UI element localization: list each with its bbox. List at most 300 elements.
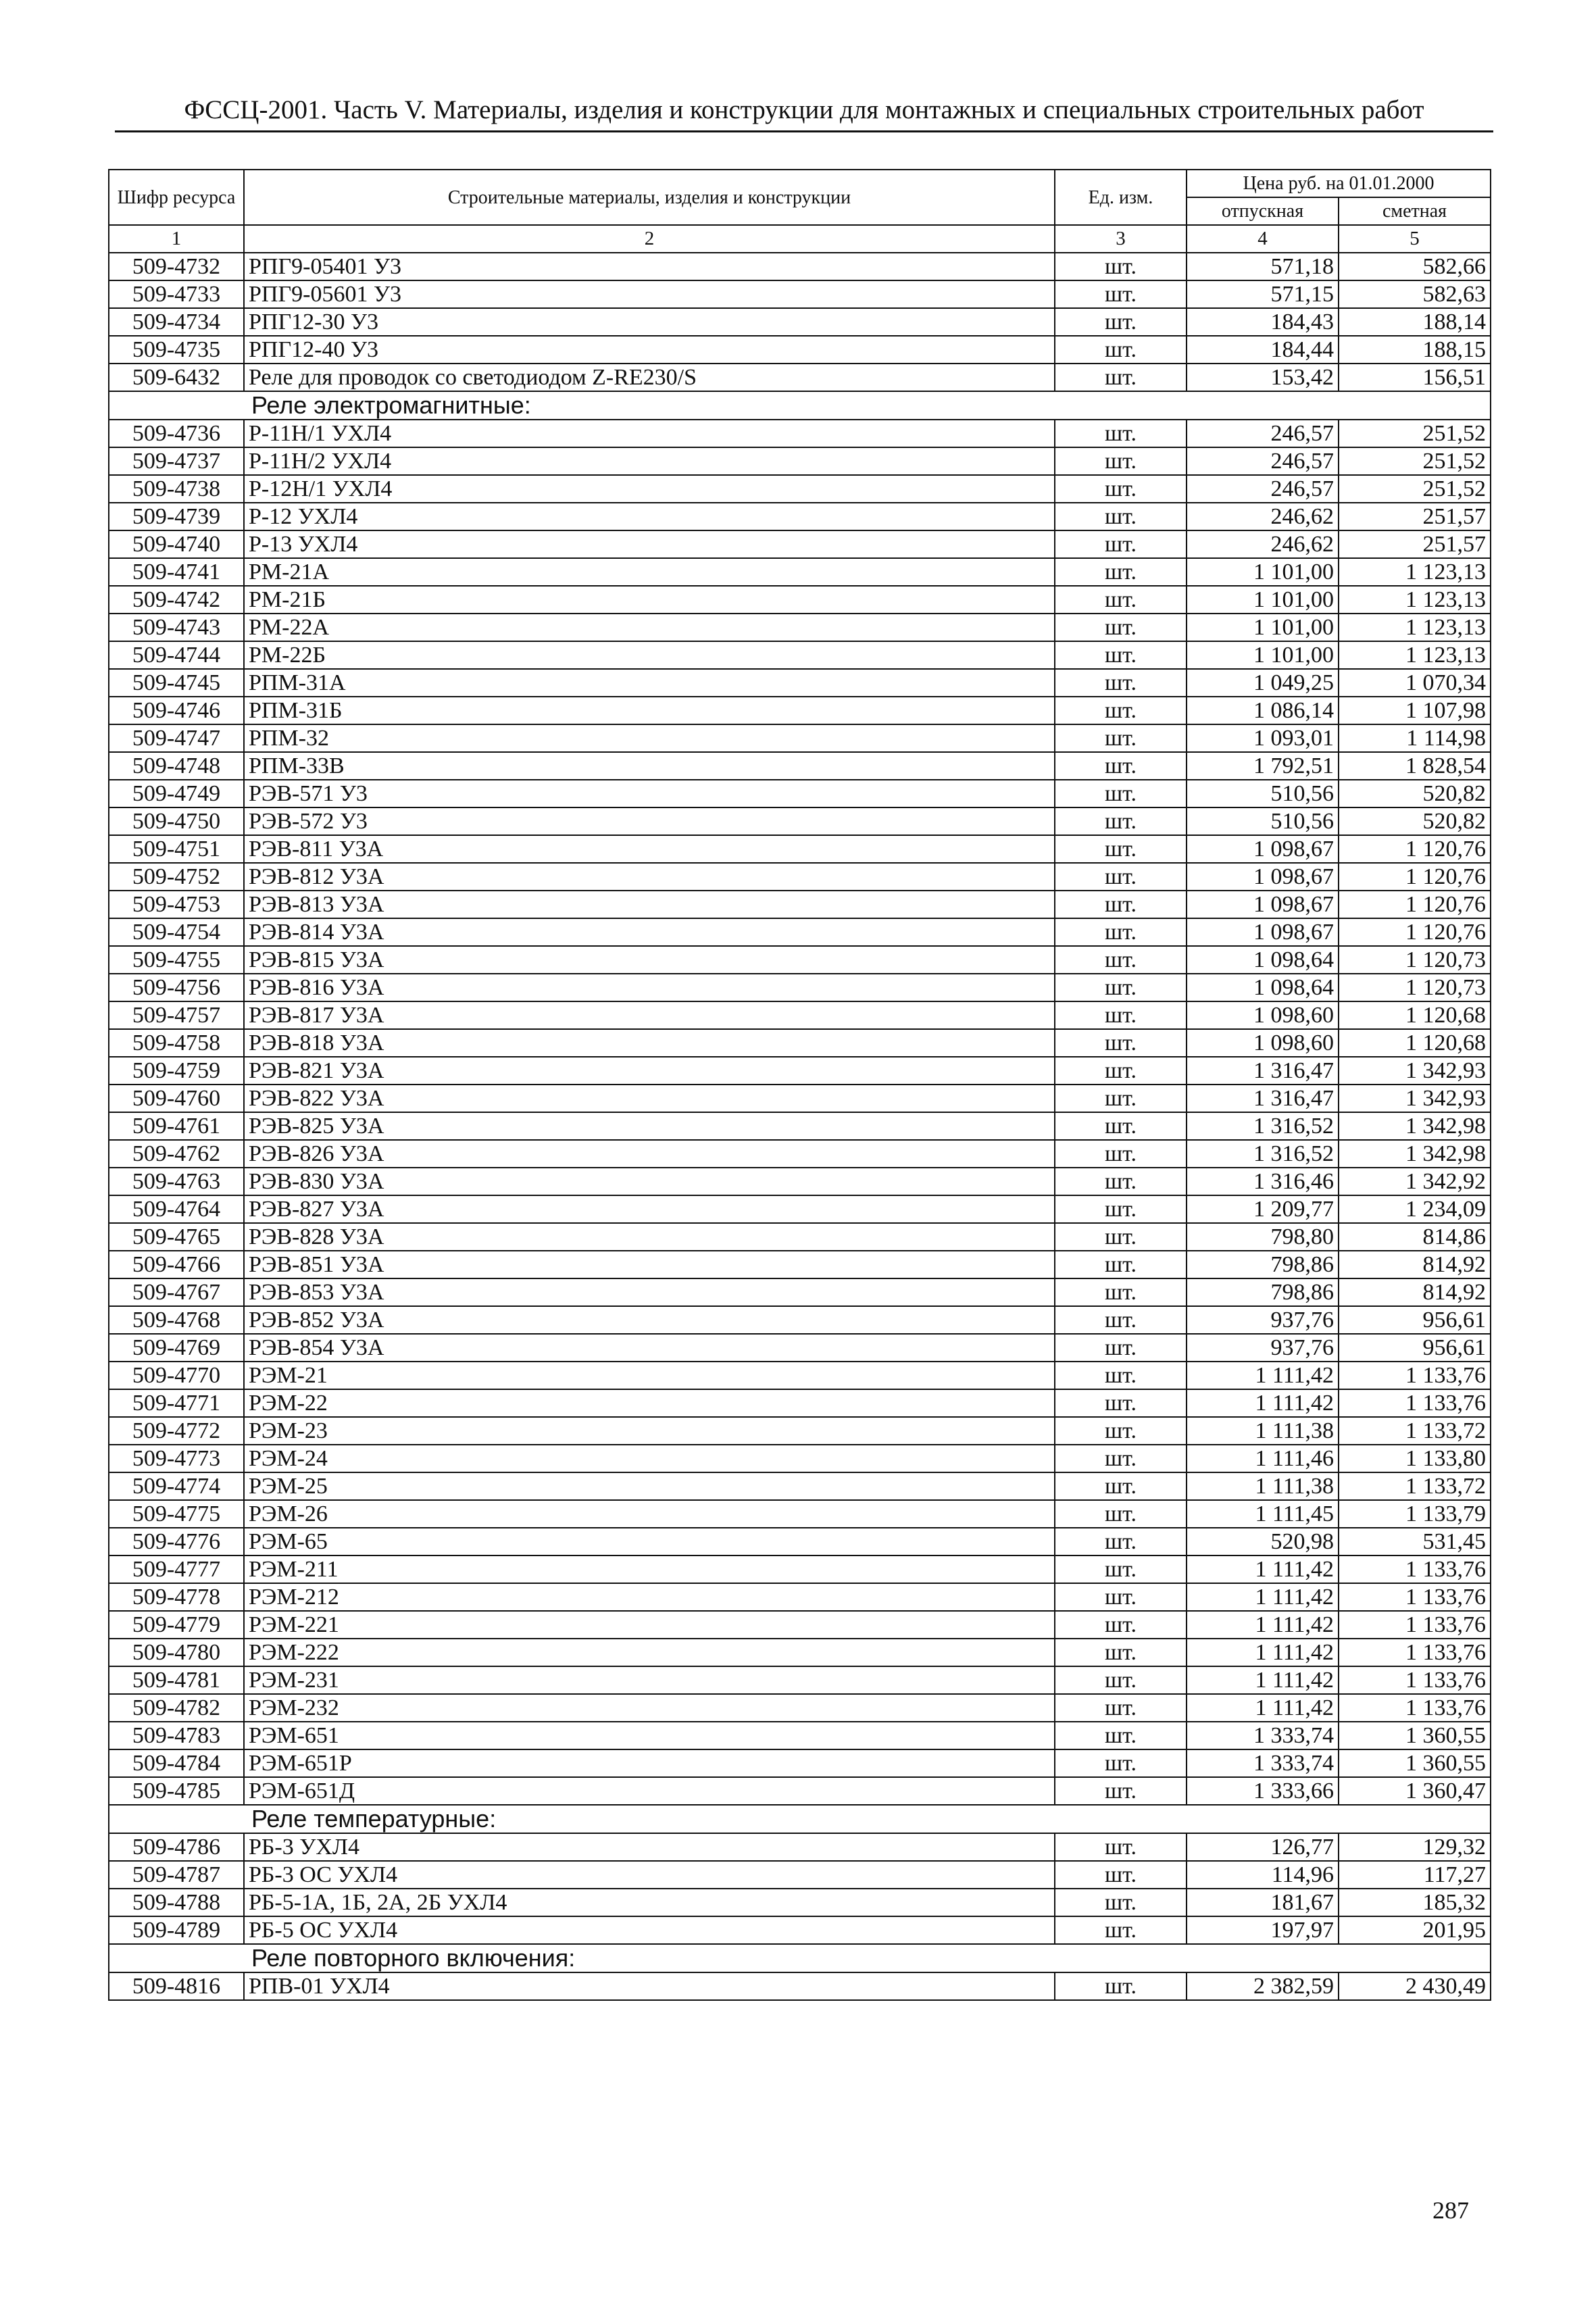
resource-code: 509-4771 — [109, 1389, 244, 1417]
estimate-price: 251,57 — [1339, 503, 1491, 530]
resource-code: 509-4746 — [109, 697, 244, 724]
unit-cell: шт. — [1055, 946, 1187, 974]
resource-code: 509-4763 — [109, 1168, 244, 1195]
release-price: 1 316,52 — [1187, 1140, 1339, 1168]
resource-code: 509-4784 — [109, 1749, 244, 1777]
resource-code: 509-4767 — [109, 1278, 244, 1306]
estimate-price: 251,52 — [1339, 475, 1491, 503]
resource-code: 509-4758 — [109, 1029, 244, 1057]
estimate-price: 1 133,76 — [1339, 1362, 1491, 1389]
table-row — [109, 1195, 1491, 1223]
release-price: 1 049,25 — [1187, 669, 1339, 697]
estimate-price: 814,92 — [1339, 1278, 1491, 1306]
release-price: 1 098,60 — [1187, 1001, 1339, 1029]
unit-cell: шт. — [1055, 253, 1187, 280]
estimate-price: 582,63 — [1339, 280, 1491, 308]
estimate-price: 1 123,13 — [1339, 586, 1491, 614]
resource-code: 509-4739 — [109, 503, 244, 530]
table-row — [109, 863, 1491, 891]
item-name: РЭВ-816 У3А — [244, 974, 1055, 1001]
unit-cell: шт. — [1055, 614, 1187, 641]
release-price: 1 086,14 — [1187, 697, 1339, 724]
unit-cell: шт. — [1055, 835, 1187, 863]
table-row — [109, 447, 1491, 475]
estimate-price: 814,86 — [1339, 1223, 1491, 1251]
release-price: 1 111,42 — [1187, 1583, 1339, 1611]
resource-code: 509-4736 — [109, 420, 244, 447]
estimate-price: 129,32 — [1339, 1833, 1491, 1861]
item-name: РЭМ-232 — [244, 1694, 1055, 1722]
release-price: 1 111,42 — [1187, 1362, 1339, 1389]
resource-code: 509-4789 — [109, 1916, 244, 1944]
item-name: РМ-22Б — [244, 641, 1055, 669]
column-number: 5 — [1339, 225, 1491, 253]
section-row — [109, 1805, 1491, 1833]
release-price: 1 111,42 — [1187, 1611, 1339, 1639]
resource-code: 509-4774 — [109, 1472, 244, 1500]
estimate-price: 582,66 — [1339, 253, 1491, 280]
estimate-price: 956,61 — [1339, 1334, 1491, 1362]
resource-code: 509-4764 — [109, 1195, 244, 1223]
item-name: РБ-5-1А, 1Б, 2А, 2Б УХЛ4 — [244, 1889, 1055, 1916]
release-price: 1 316,47 — [1187, 1085, 1339, 1112]
estimate-price: 956,61 — [1339, 1306, 1491, 1334]
item-name: РПМ-31А — [244, 669, 1055, 697]
release-price: 1 111,38 — [1187, 1417, 1339, 1445]
table-row — [109, 1972, 1491, 2000]
table-row — [109, 1722, 1491, 1749]
estimate-price: 117,27 — [1339, 1861, 1491, 1889]
release-price: 1 098,64 — [1187, 974, 1339, 1001]
header-unit: Ед. изм. — [1055, 170, 1187, 225]
table-row — [109, 1417, 1491, 1445]
table-row — [109, 308, 1491, 336]
estimate-price: 1 133,76 — [1339, 1639, 1491, 1666]
resource-code: 509-4749 — [109, 780, 244, 807]
header-code: Шифр ресурса — [109, 170, 244, 225]
release-price: 246,62 — [1187, 503, 1339, 530]
table-row — [109, 614, 1491, 641]
table-row — [109, 1666, 1491, 1694]
unit-cell: шт. — [1055, 669, 1187, 697]
resource-code: 509-4743 — [109, 614, 244, 641]
item-name: РЭВ-818 У3А — [244, 1029, 1055, 1057]
item-name: РЭВ-852 У3А — [244, 1306, 1055, 1334]
unit-cell: шт. — [1055, 974, 1187, 1001]
unit-cell: шт. — [1055, 1140, 1187, 1168]
release-price: 246,57 — [1187, 447, 1339, 475]
resource-code: 509-4755 — [109, 946, 244, 974]
page-header: ФССЦ-2001. Часть V. Материалы, изделия и конструкции для монтажных и специальных строительных работ — [184, 95, 1424, 124]
table-row — [109, 364, 1491, 391]
estimate-price: 1 123,13 — [1339, 614, 1491, 641]
unit-cell: шт. — [1055, 1334, 1187, 1362]
item-name: РЭМ-222 — [244, 1639, 1055, 1666]
table-row — [109, 1749, 1491, 1777]
estimate-price: 251,52 — [1339, 420, 1491, 447]
release-price: 510,56 — [1187, 780, 1339, 807]
release-price: 1 098,64 — [1187, 946, 1339, 974]
estimate-price: 520,82 — [1339, 780, 1491, 807]
unit-cell: шт. — [1055, 752, 1187, 780]
resource-code: 509-4732 — [109, 253, 244, 280]
unit-cell: шт. — [1055, 503, 1187, 530]
unit-cell: шт. — [1055, 1389, 1187, 1417]
column-number: 4 — [1187, 225, 1339, 253]
estimate-price: 1 120,68 — [1339, 1029, 1491, 1057]
estimate-price: 188,15 — [1339, 336, 1491, 364]
estimate-price: 1 342,98 — [1339, 1140, 1491, 1168]
item-name: РЭВ-821 У3А — [244, 1057, 1055, 1085]
release-price: 181,67 — [1187, 1889, 1339, 1916]
table-row — [109, 1611, 1491, 1639]
item-name: РБ-5 ОС УХЛ4 — [244, 1916, 1055, 1944]
unit-cell: шт. — [1055, 1916, 1187, 1944]
release-price: 246,57 — [1187, 420, 1339, 447]
item-name: РПГ12-40 У3 — [244, 336, 1055, 364]
resource-code: 509-4744 — [109, 641, 244, 669]
resource-code: 509-4745 — [109, 669, 244, 697]
release-price: 1 111,46 — [1187, 1445, 1339, 1472]
estimate-price: 1 234,09 — [1339, 1195, 1491, 1223]
estimate-price: 1 133,72 — [1339, 1472, 1491, 1500]
release-price: 1 333,66 — [1187, 1777, 1339, 1805]
table-row — [109, 1168, 1491, 1195]
resource-code: 509-4762 — [109, 1140, 244, 1168]
column-number: 3 — [1055, 225, 1187, 253]
release-price: 1 111,42 — [1187, 1389, 1339, 1417]
unit-cell: шт. — [1055, 1528, 1187, 1555]
table-row — [109, 1306, 1491, 1334]
table-row — [109, 1777, 1491, 1805]
unit-cell: шт. — [1055, 1112, 1187, 1140]
estimate-price: 1 120,76 — [1339, 863, 1491, 891]
unit-cell: шт. — [1055, 1666, 1187, 1694]
resource-code: 509-4761 — [109, 1112, 244, 1140]
release-price: 798,86 — [1187, 1278, 1339, 1306]
resource-code: 509-4783 — [109, 1722, 244, 1749]
item-name: РЭВ-825 У3А — [244, 1112, 1055, 1140]
item-name: Р-12 УХЛ4 — [244, 503, 1055, 530]
table-body — [109, 253, 1491, 2000]
item-name: РЭМ-25 — [244, 1472, 1055, 1500]
release-price: 1 792,51 — [1187, 752, 1339, 780]
item-name: РЭВ-572 У3 — [244, 807, 1055, 835]
estimate-price: 1 133,72 — [1339, 1417, 1491, 1445]
resource-code: 509-4741 — [109, 558, 244, 586]
resource-code: 509-4765 — [109, 1223, 244, 1251]
resource-code: 509-4782 — [109, 1694, 244, 1722]
table-row — [109, 420, 1491, 447]
table-row — [109, 752, 1491, 780]
release-price: 1 098,67 — [1187, 835, 1339, 863]
release-price: 1 333,74 — [1187, 1749, 1339, 1777]
unit-cell: шт. — [1055, 780, 1187, 807]
table-row — [109, 280, 1491, 308]
estimate-price: 1 828,54 — [1339, 752, 1491, 780]
table-row — [109, 530, 1491, 558]
table-row — [109, 1029, 1491, 1057]
item-name: РЭМ-212 — [244, 1583, 1055, 1611]
unit-cell: шт. — [1055, 918, 1187, 946]
unit-cell: шт. — [1055, 1889, 1187, 1916]
estimate-price: 1 133,76 — [1339, 1694, 1491, 1722]
resource-code: 509-4780 — [109, 1639, 244, 1666]
page-number: 287 — [1432, 2197, 1469, 2224]
estimate-price: 1 120,76 — [1339, 891, 1491, 918]
resource-code: 509-4786 — [109, 1833, 244, 1861]
resource-code: 509-4776 — [109, 1528, 244, 1555]
resource-code: 509-4759 — [109, 1057, 244, 1085]
unit-cell: шт. — [1055, 1583, 1187, 1611]
item-name: Р-11Н/1 УХЛ4 — [244, 420, 1055, 447]
table-row — [109, 1472, 1491, 1500]
resource-code: 509-4770 — [109, 1362, 244, 1389]
item-name: РМ-22А — [244, 614, 1055, 641]
release-price: 1 101,00 — [1187, 641, 1339, 669]
unit-cell: шт. — [1055, 1722, 1187, 1749]
estimate-price: 1 342,93 — [1339, 1057, 1491, 1085]
release-price: 1 098,67 — [1187, 918, 1339, 946]
unit-cell: шт. — [1055, 1362, 1187, 1389]
estimate-price: 251,52 — [1339, 447, 1491, 475]
release-price: 1 316,52 — [1187, 1112, 1339, 1140]
item-name: РПГ9-05601 У3 — [244, 280, 1055, 308]
item-name: РБ-3 ОС УХЛ4 — [244, 1861, 1055, 1889]
release-price: 1 101,00 — [1187, 558, 1339, 586]
resource-code: 509-4747 — [109, 724, 244, 752]
resource-code: 509-4769 — [109, 1334, 244, 1362]
estimate-price: 188,14 — [1339, 308, 1491, 336]
estimate-price: 1 360,55 — [1339, 1749, 1491, 1777]
table-row — [109, 697, 1491, 724]
item-name: РЭВ-826 У3А — [244, 1140, 1055, 1168]
release-price: 798,86 — [1187, 1251, 1339, 1278]
unit-cell: шт. — [1055, 1001, 1187, 1029]
estimate-price: 1 360,47 — [1339, 1777, 1491, 1805]
table-row — [109, 336, 1491, 364]
item-name: РПГ12-30 У3 — [244, 308, 1055, 336]
estimate-price: 1 120,73 — [1339, 974, 1491, 1001]
resource-code: 509-4779 — [109, 1611, 244, 1639]
estimate-price: 1 342,93 — [1339, 1085, 1491, 1112]
resource-code: 509-4757 — [109, 1001, 244, 1029]
item-name: РПГ9-05401 У3 — [244, 253, 1055, 280]
item-name: РЭВ-814 У3А — [244, 918, 1055, 946]
release-price: 571,18 — [1187, 253, 1339, 280]
unit-cell: шт. — [1055, 1251, 1187, 1278]
release-price: 1 316,46 — [1187, 1168, 1339, 1195]
release-price: 1 111,45 — [1187, 1500, 1339, 1528]
table-row — [109, 1001, 1491, 1029]
release-price: 184,44 — [1187, 336, 1339, 364]
unit-cell: шт. — [1055, 530, 1187, 558]
item-name: РБ-3 УХЛ4 — [244, 1833, 1055, 1861]
release-price: 1 093,01 — [1187, 724, 1339, 752]
item-name: РЭВ-851 У3А — [244, 1251, 1055, 1278]
estimate-price: 1 342,92 — [1339, 1168, 1491, 1195]
estimate-price: 1 120,73 — [1339, 946, 1491, 974]
estimate-price: 1 133,80 — [1339, 1445, 1491, 1472]
item-name: РЭМ-651 — [244, 1722, 1055, 1749]
release-price: 1 111,42 — [1187, 1666, 1339, 1694]
resource-code: 509-4756 — [109, 974, 244, 1001]
resource-code: 509-4748 — [109, 752, 244, 780]
table-row — [109, 918, 1491, 946]
table-row — [109, 1528, 1491, 1555]
table-row — [109, 1251, 1491, 1278]
release-price: 1 111,42 — [1187, 1555, 1339, 1583]
release-price: 2 382,59 — [1187, 1972, 1339, 2000]
table-row — [109, 1223, 1491, 1251]
item-name: РЭВ-817 У3А — [244, 1001, 1055, 1029]
estimate-price: 1 133,76 — [1339, 1666, 1491, 1694]
unit-cell: шт. — [1055, 724, 1187, 752]
release-price: 246,57 — [1187, 475, 1339, 503]
price-table — [108, 169, 1491, 2001]
estimate-price: 2 430,49 — [1339, 1972, 1491, 2000]
table-row — [109, 1583, 1491, 1611]
table-row — [109, 1140, 1491, 1168]
unit-cell: шт. — [1055, 447, 1187, 475]
table-row — [109, 641, 1491, 669]
estimate-price: 156,51 — [1339, 364, 1491, 391]
resource-code: 509-4750 — [109, 807, 244, 835]
unit-cell: шт. — [1055, 1168, 1187, 1195]
item-name: РЭВ-830 У3А — [244, 1168, 1055, 1195]
release-price: 1 209,77 — [1187, 1195, 1339, 1223]
item-name: РЭВ-827 У3А — [244, 1195, 1055, 1223]
release-price: 520,98 — [1187, 1528, 1339, 1555]
release-price: 1 111,42 — [1187, 1694, 1339, 1722]
resource-code: 509-4760 — [109, 1085, 244, 1112]
estimate-price: 1 133,79 — [1339, 1500, 1491, 1528]
section-title: Реле температурные: — [109, 1805, 1491, 1833]
unit-cell: шт. — [1055, 558, 1187, 586]
item-name: РЭМ-24 — [244, 1445, 1055, 1472]
release-price: 153,42 — [1187, 364, 1339, 391]
item-name: РПМ-33В — [244, 752, 1055, 780]
unit-cell: шт. — [1055, 1417, 1187, 1445]
resource-code: 509-4768 — [109, 1306, 244, 1334]
unit-cell: шт. — [1055, 475, 1187, 503]
unit-cell: шт. — [1055, 1445, 1187, 1472]
release-price: 184,43 — [1187, 308, 1339, 336]
unit-cell: шт. — [1055, 1085, 1187, 1112]
resource-code: 509-4787 — [109, 1861, 244, 1889]
resource-code: 509-4777 — [109, 1555, 244, 1583]
resource-code: 509-4735 — [109, 336, 244, 364]
item-name: Р-12Н/1 УХЛ4 — [244, 475, 1055, 503]
table-row — [109, 503, 1491, 530]
item-name: РЭМ-651Д — [244, 1777, 1055, 1805]
item-name: РЭМ-23 — [244, 1417, 1055, 1445]
release-price: 1 333,74 — [1187, 1722, 1339, 1749]
item-name: РЭВ-571 У3 — [244, 780, 1055, 807]
item-name: РПМ-31Б — [244, 697, 1055, 724]
estimate-price: 1 114,98 — [1339, 724, 1491, 752]
item-name: РЭВ-815 У3А — [244, 946, 1055, 974]
resource-code: 509-4751 — [109, 835, 244, 863]
item-name: РЭВ-812 У3А — [244, 863, 1055, 891]
release-price: 1 111,38 — [1187, 1472, 1339, 1500]
table-row — [109, 780, 1491, 807]
estimate-price: 201,95 — [1339, 1916, 1491, 1944]
estimate-price: 520,82 — [1339, 807, 1491, 835]
table-row — [109, 669, 1491, 697]
unit-cell: шт. — [1055, 1195, 1187, 1223]
table-row — [109, 1445, 1491, 1472]
unit-cell: шт. — [1055, 807, 1187, 835]
release-price: 114,96 — [1187, 1861, 1339, 1889]
table-row — [109, 1861, 1491, 1889]
table-row — [109, 1362, 1491, 1389]
table-row — [109, 1500, 1491, 1528]
resource-code: 509-4734 — [109, 308, 244, 336]
resource-code: 509-4781 — [109, 1666, 244, 1694]
release-price: 197,97 — [1187, 1916, 1339, 1944]
resource-code: 509-4754 — [109, 918, 244, 946]
release-price: 1 098,60 — [1187, 1029, 1339, 1057]
unit-cell: шт. — [1055, 1694, 1187, 1722]
estimate-price: 1 133,76 — [1339, 1389, 1491, 1417]
unit-cell: шт. — [1055, 364, 1187, 391]
section-row — [109, 391, 1491, 420]
resource-code: 509-4766 — [109, 1251, 244, 1278]
table-row — [109, 586, 1491, 614]
unit-cell: шт. — [1055, 336, 1187, 364]
table-row — [109, 946, 1491, 974]
estimate-price: 1 120,68 — [1339, 1001, 1491, 1029]
estimate-price: 814,92 — [1339, 1251, 1491, 1278]
estimate-price: 1 342,98 — [1339, 1112, 1491, 1140]
item-name: Р-13 УХЛ4 — [244, 530, 1055, 558]
table-row — [109, 1639, 1491, 1666]
header-name: Строительные материалы, изделия и конструкции — [244, 170, 1055, 225]
estimate-price: 531,45 — [1339, 1528, 1491, 1555]
estimate-price: 1 123,13 — [1339, 641, 1491, 669]
item-name: РЭМ-21 — [244, 1362, 1055, 1389]
resource-code: 509-4737 — [109, 447, 244, 475]
item-name: РЭМ-26 — [244, 1500, 1055, 1528]
unit-cell: шт. — [1055, 1777, 1187, 1805]
estimate-price: 1 120,76 — [1339, 918, 1491, 946]
unit-cell: шт. — [1055, 308, 1187, 336]
estimate-price: 1 107,98 — [1339, 697, 1491, 724]
unit-cell: шт. — [1055, 280, 1187, 308]
release-price: 510,56 — [1187, 807, 1339, 835]
item-name: РЭВ-822 У3А — [244, 1085, 1055, 1112]
resource-code: 509-4740 — [109, 530, 244, 558]
release-price: 1 098,67 — [1187, 891, 1339, 918]
release-price: 798,80 — [1187, 1223, 1339, 1251]
release-price: 1 101,00 — [1187, 614, 1339, 641]
table-row — [109, 835, 1491, 863]
unit-cell: шт. — [1055, 1861, 1187, 1889]
unit-cell: шт. — [1055, 1611, 1187, 1639]
header-price-estimate: сметная — [1339, 197, 1491, 225]
unit-cell: шт. — [1055, 586, 1187, 614]
table-row — [109, 974, 1491, 1001]
item-name: Р-11Н/2 УХЛ4 — [244, 447, 1055, 475]
item-name: РЭВ-828 У3А — [244, 1223, 1055, 1251]
unit-cell: шт. — [1055, 1472, 1187, 1500]
resource-code: 509-4778 — [109, 1583, 244, 1611]
header-price: Цена руб. на 01.01.2000 — [1187, 170, 1491, 197]
unit-cell: шт. — [1055, 697, 1187, 724]
item-name: РЭВ-811 У3А — [244, 835, 1055, 863]
estimate-price: 1 120,76 — [1339, 835, 1491, 863]
